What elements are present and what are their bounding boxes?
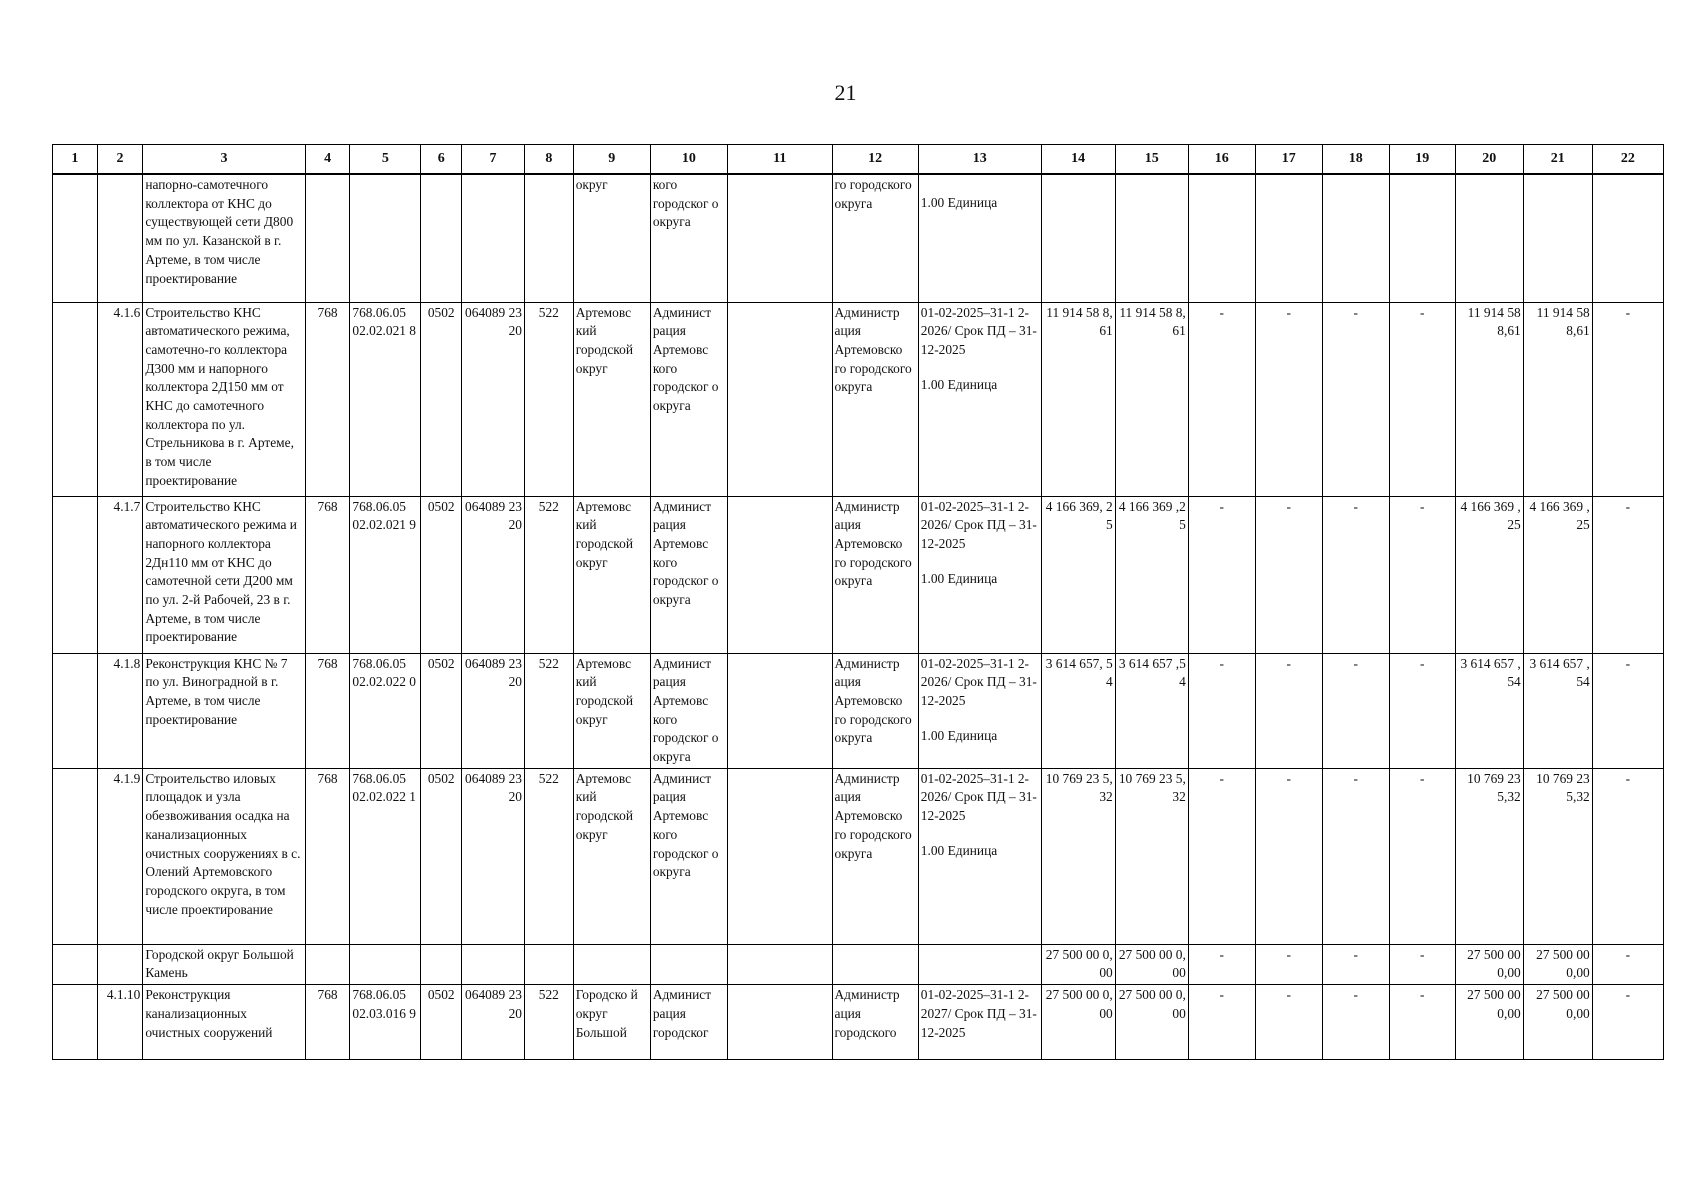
cell-col-15: 11 914 58 8,61	[1115, 302, 1188, 496]
column-header-9: 9	[573, 145, 650, 175]
cell-col-22	[1592, 174, 1663, 302]
column-header-1: 1	[53, 145, 98, 175]
cell-col-19: -	[1389, 944, 1455, 984]
cell-col-16: -	[1188, 768, 1255, 944]
cell-col-8: 522	[524, 653, 573, 768]
cell-col-4: 768	[305, 653, 350, 768]
cell-col-6: 0502	[421, 768, 462, 944]
column-header-18: 18	[1322, 145, 1389, 175]
column-header-22: 22	[1592, 145, 1663, 175]
table-row	[53, 302, 1664, 496]
cell-col-11	[727, 653, 832, 768]
column-header-20: 20	[1455, 145, 1523, 175]
cell-col-19: -	[1389, 496, 1455, 653]
cell-col-7	[462, 944, 525, 984]
cell-col-19: -	[1389, 653, 1455, 768]
cell-col-5: 768.06.05 02.02.022 1	[350, 768, 421, 944]
table-body	[53, 174, 1664, 1060]
cell-col-1	[53, 944, 98, 984]
cell-col-22: -	[1592, 653, 1663, 768]
cell-col-16: -	[1188, 496, 1255, 653]
cell-col-2	[97, 944, 143, 984]
cell-col-2: 4.1.7	[97, 496, 143, 653]
cell-col-22: -	[1592, 768, 1663, 944]
cell-col-14: 4 166 369, 25	[1041, 496, 1115, 653]
cell-col-22: -	[1592, 985, 1663, 1060]
cell-col-21	[1523, 174, 1592, 302]
cell-col-3: Строительство КНС автоматического режима и напорного коллектора 2Дн110 мм от КНС до самотечной сети Д200 мм по ул. 2-й Рабочей, 23 в г. Артеме, в том числе проектирование	[143, 496, 305, 653]
deadline-text: 01-02-2025–31-1 2-2026/ Срок ПД – 31-12-2025	[920, 770, 1037, 824]
cell-col-20: 10 769 23 5,32	[1455, 768, 1523, 944]
cell-col-9: Артемовс кий городской округ	[573, 768, 650, 944]
cell-col-12: го городского округа	[832, 174, 918, 302]
cell-col-20: 27 500 00 0,00	[1455, 985, 1523, 1060]
cell-col-1	[53, 653, 98, 768]
cell-col-8: 522	[524, 302, 573, 496]
cell-col-22: -	[1592, 302, 1663, 496]
cell-col-4	[305, 174, 350, 302]
cell-col-15: 27 500 00 0,00	[1115, 944, 1188, 984]
cell-col-21: 27 500 00 0,00	[1523, 985, 1592, 1060]
cell-col-9: Артемовс кий городской округ	[573, 302, 650, 496]
cell-col-9: округ	[573, 174, 650, 302]
cell-col-18: -	[1322, 653, 1389, 768]
cell-col-9: Городско й округ Большой	[573, 985, 650, 1060]
cell-col-1	[53, 985, 98, 1060]
header-row	[53, 145, 1664, 175]
unit-text: 1.00 Единица	[920, 842, 998, 858]
cell-col-18: -	[1322, 496, 1389, 653]
deadline-text: 01-02-2025–31-1 2-2026/ Срок ПД – 31-12-2025	[920, 304, 1037, 357]
cell-col-12: Администр ация Артемовско го городского округа	[832, 302, 918, 496]
column-header-4: 4	[305, 145, 350, 175]
cell-col-19	[1389, 174, 1455, 302]
column-header-14: 14	[1041, 145, 1115, 175]
deadline-text: 01-02-2025–31-1 2-2026/ Срок ПД – 31-12-2025	[920, 498, 1037, 551]
cell-col-2	[97, 174, 143, 302]
cell-col-15	[1115, 174, 1188, 302]
cell-col-3: Строительство КНС автоматического режима, самотечно-го коллектора Д300 мм и напорного коллектора 2Д150 мм от КНС до самотечного коллектора по ул. Стрельникова в г. Артеме, в том числе проектирование	[143, 302, 305, 496]
cell-col-11	[727, 496, 832, 653]
cell-col-7: 064089 2320	[462, 653, 525, 768]
cell-col-14: 27 500 00 0,00	[1041, 944, 1115, 984]
cell-col-20	[1455, 174, 1523, 302]
column-header-15: 15	[1115, 145, 1188, 175]
cell-col-6: 0502	[421, 653, 462, 768]
cell-col-5	[350, 944, 421, 984]
cell-col-13	[918, 768, 1041, 944]
cell-col-5: 768.06.05 02.02.022 0	[350, 653, 421, 768]
cell-col-7: 064089 2320	[462, 496, 525, 653]
column-header-11: 11	[727, 145, 832, 175]
cell-col-8: 522	[524, 768, 573, 944]
table-row	[53, 653, 1664, 768]
cell-col-13	[918, 174, 1041, 302]
cell-col-19: -	[1389, 985, 1455, 1060]
unit-text: 1.00 Единица	[920, 727, 998, 743]
cell-col-17: -	[1255, 985, 1322, 1060]
column-header-17: 17	[1255, 145, 1322, 175]
cell-col-7	[462, 174, 525, 302]
cell-col-16: -	[1188, 653, 1255, 768]
cell-col-11	[727, 768, 832, 944]
cell-col-15: 10 769 23 5,32	[1115, 768, 1188, 944]
column-header-6: 6	[421, 145, 462, 175]
column-header-13: 13	[918, 145, 1041, 175]
cell-col-17	[1255, 174, 1322, 302]
cell-col-17: -	[1255, 768, 1322, 944]
cell-col-16: -	[1188, 302, 1255, 496]
cell-col-2: 4.1.10	[97, 985, 143, 1060]
cell-col-3: Реконструкция канализационных очистных сооружений	[143, 985, 305, 1060]
cell-col-20: 4 166 369 ,25	[1455, 496, 1523, 653]
cell-col-4: 768	[305, 496, 350, 653]
cell-col-7: 064089 2320	[462, 302, 525, 496]
cell-col-15: 3 614 657 ,54	[1115, 653, 1188, 768]
column-header-7: 7	[462, 145, 525, 175]
cell-col-12: Администр ация Артемовско го городского округа	[832, 496, 918, 653]
cell-col-18: -	[1322, 985, 1389, 1060]
cell-col-11	[727, 302, 832, 496]
cell-col-18: -	[1322, 768, 1389, 944]
cell-col-8	[524, 174, 573, 302]
table-row	[53, 496, 1664, 653]
cell-col-14: 10 769 23 5,32	[1041, 768, 1115, 944]
cell-col-5: 768.06.05 02.02.021 9	[350, 496, 421, 653]
cell-col-10: Админист рация городског	[650, 985, 727, 1060]
cell-col-11	[727, 985, 832, 1060]
cell-col-8	[524, 944, 573, 984]
cell-col-22: -	[1592, 496, 1663, 653]
cell-col-6: 0502	[421, 985, 462, 1060]
cell-col-3: Реконструкция КНС № 7 по ул. Виноградной в г. Артеме, в том числе проектирование	[143, 653, 305, 768]
cell-col-13	[918, 496, 1041, 653]
unit-text: 1.00 Единица	[920, 376, 998, 392]
column-header-19: 19	[1389, 145, 1455, 175]
cell-col-1	[53, 174, 98, 302]
cell-col-18	[1322, 174, 1389, 302]
cell-col-11	[727, 944, 832, 984]
cell-col-22: -	[1592, 944, 1663, 984]
table-row	[53, 985, 1664, 1060]
cell-col-18: -	[1322, 302, 1389, 496]
cell-col-5: 768.06.05 02.03.016 9	[350, 985, 421, 1060]
cell-col-16: -	[1188, 985, 1255, 1060]
cell-col-10: Админист рация Артемовс кого городског о округа	[650, 496, 727, 653]
table-row	[53, 944, 1664, 984]
cell-col-16	[1188, 174, 1255, 302]
cell-col-21: 4 166 369 ,25	[1523, 496, 1592, 653]
cell-col-11	[727, 174, 832, 302]
cell-col-14: 27 500 00 0,00	[1041, 985, 1115, 1060]
cell-col-20: 3 614 657 ,54	[1455, 653, 1523, 768]
column-header-3: 3	[143, 145, 305, 175]
column-header-8: 8	[524, 145, 573, 175]
cell-col-17: -	[1255, 944, 1322, 984]
cell-col-17: -	[1255, 302, 1322, 496]
cell-col-14	[1041, 174, 1115, 302]
deadline-text: 01-02-2025–31-1 2-2026/ Срок ПД – 31-12-2025	[920, 655, 1037, 708]
cell-col-19: -	[1389, 302, 1455, 496]
cell-col-21: 10 769 23 5,32	[1523, 768, 1592, 944]
cell-col-6: 0502	[421, 302, 462, 496]
cell-col-2: 4.1.6	[97, 302, 143, 496]
cell-col-12: Администр ация городского	[832, 985, 918, 1060]
cell-col-13	[918, 985, 1041, 1060]
column-header-16: 16	[1188, 145, 1255, 175]
cell-col-9: Артемовс кий городской округ	[573, 496, 650, 653]
cell-col-1	[53, 768, 98, 944]
cell-col-4: 768	[305, 302, 350, 496]
cell-col-10: Админист рация Артемовс кого городског о округа	[650, 653, 727, 768]
cell-col-4	[305, 944, 350, 984]
deadline-text: 01-02-2025–31-1 2-2027/ Срок ПД – 31-12-2025	[920, 987, 1037, 1040]
cell-col-13	[918, 302, 1041, 496]
cell-col-7: 064089 2320	[462, 985, 525, 1060]
cell-col-18: -	[1322, 944, 1389, 984]
cell-col-14: 11 914 58 8,61	[1041, 302, 1115, 496]
cell-col-4: 768	[305, 768, 350, 944]
cell-col-6	[421, 944, 462, 984]
cell-col-10: кого городског о округа	[650, 174, 727, 302]
cell-col-8: 522	[524, 985, 573, 1060]
cell-col-16: -	[1188, 944, 1255, 984]
page-number: 21	[834, 80, 857, 105]
cell-col-2: 4.1.9	[97, 768, 143, 944]
cell-col-7: 064089 2320	[462, 768, 525, 944]
cell-col-12: Администр ация Артемовско го городского округа	[832, 768, 918, 944]
column-header-21: 21	[1523, 145, 1592, 175]
cell-col-13	[918, 653, 1041, 768]
cell-col-10: Админист рация Артемовс кого городског о округа	[650, 302, 727, 496]
cell-col-12: Администр ация Артемовско го городского округа	[832, 653, 918, 768]
cell-col-17: -	[1255, 496, 1322, 653]
unit-text: 1.00 Единица	[920, 570, 998, 586]
cell-col-4: 768	[305, 985, 350, 1060]
column-header-2: 2	[97, 145, 143, 175]
cell-col-17: -	[1255, 653, 1322, 768]
cell-col-9: Артемовс кий городской округ	[573, 653, 650, 768]
cell-col-14: 3 614 657, 54	[1041, 653, 1115, 768]
cell-col-8: 522	[524, 496, 573, 653]
cell-col-2: 4.1.8	[97, 653, 143, 768]
column-header-10: 10	[650, 145, 727, 175]
unit-text: 1.00 Единица	[920, 195, 998, 210]
cell-col-20: 11 914 58 8,61	[1455, 302, 1523, 496]
cell-col-21: 27 500 00 0,00	[1523, 944, 1592, 984]
cell-col-21: 11 914 58 8,61	[1523, 302, 1592, 496]
table-row	[53, 768, 1664, 944]
cell-col-6	[421, 174, 462, 302]
cell-col-13	[918, 944, 1041, 984]
cell-col-6: 0502	[421, 496, 462, 653]
cell-col-1	[53, 496, 98, 653]
cell-col-5: 768.06.05 02.02.021 8	[350, 302, 421, 496]
cell-col-9	[573, 944, 650, 984]
cell-col-10: Админист рация Артемовс кого городског о округа	[650, 768, 727, 944]
cell-col-3: напорно-самотечного коллектора от КНС до существующей сети Д800 мм по ул. Казанской в г. Артеме, в том числе проектирование	[143, 174, 305, 302]
cell-col-1	[53, 302, 98, 496]
cell-col-3: Городской округ Большой Камень	[143, 944, 305, 984]
cell-col-19: -	[1389, 768, 1455, 944]
cell-col-15: 4 166 369 ,25	[1115, 496, 1188, 653]
table-row	[53, 174, 1664, 302]
cell-col-12	[832, 944, 918, 984]
cell-col-15: 27 500 00 0,00	[1115, 985, 1188, 1060]
cell-col-3: Строительство иловых площадок и узла обезвоживания осадка на канализационных очистных сооружениях в с. Олений Артемовского городского округа, в том числе проектирование	[143, 768, 305, 944]
budget-table	[52, 144, 1664, 1060]
cell-col-21: 3 614 657 ,54	[1523, 653, 1592, 768]
column-header-5: 5	[350, 145, 421, 175]
cell-col-20: 27 500 00 0,00	[1455, 944, 1523, 984]
cell-col-10	[650, 944, 727, 984]
cell-col-5	[350, 174, 421, 302]
column-header-12: 12	[832, 145, 918, 175]
